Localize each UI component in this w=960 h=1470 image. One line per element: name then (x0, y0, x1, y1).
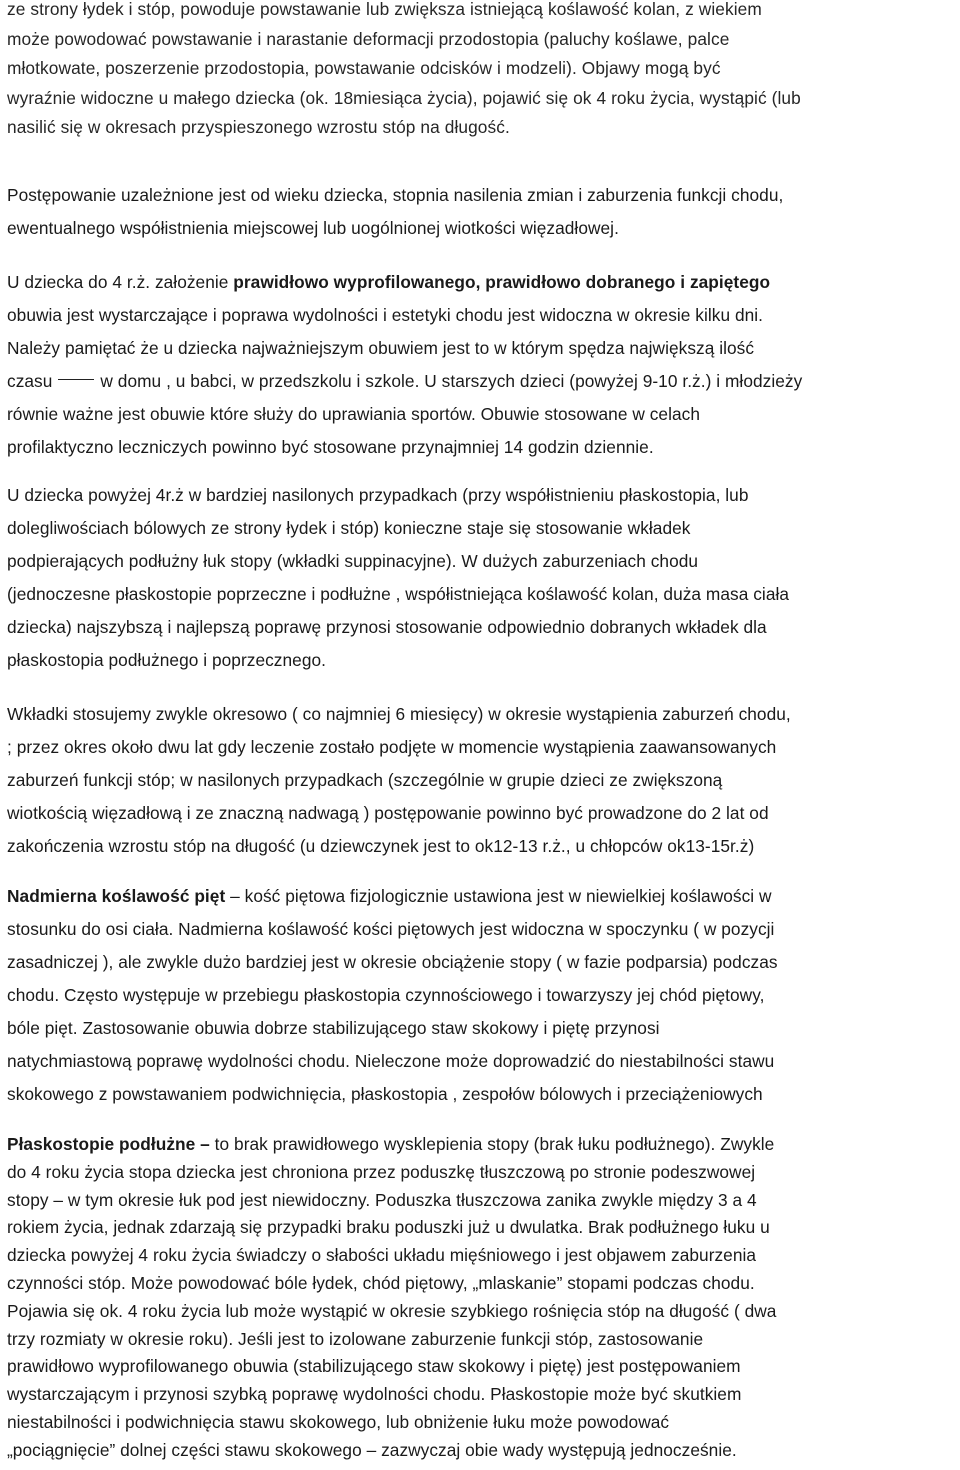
paragraph-flat-foot (7, 1131, 957, 1465)
text-line: nasilić się w okresach przyspieszonego wzrostu stóp na długość. (7, 117, 510, 138)
text-line: rokiem życia, jednak zdarzają się przypadki braku poduszki już u dwulatka. Brak podłużnego łuku u (7, 1217, 770, 1238)
text-line: natychmiastową poprawę wydolności chodu. Nieleczone może doprowadzić do niestabilności stawu (7, 1051, 775, 1071)
text-line: wiotkością więzadłową i ze znaczną nadwagą ) postępowanie powinno być prowadzone do 2 lat od (7, 803, 769, 823)
text-line: stopy – w tym okresie łuk pod jest niewidoczny. Poduszka tłuszczowa zanika zwykle między 3 a 4 (7, 1189, 757, 1210)
bold-heading: Płaskostopie podłużne – (7, 1134, 210, 1154)
text-line: chodu. Często występuje w przebiegu płaskostopia czynnościowego i towarzyszy jej chód piętowy, (7, 985, 765, 1005)
bold-heading: Nadmierna koślawość pięt (7, 886, 226, 906)
text-line: wystarczającym i przynosi szybką poprawę wydolności chodu. Płaskostopie może być skutkiem (7, 1384, 742, 1405)
text-line: U dziecka powyżej 4r.ż w bardziej nasilonych przypadkach (przy współistnieniu płaskostopia, lub (7, 485, 749, 505)
text-line: trzy rozmiaty w okresie roku). Jeśli jest to izolowane zaburzenie funkcji stóp, zastosowanie (7, 1328, 704, 1349)
text-line: dziecka) najszybszą i najlepszą poprawę przynosi stosowanie odpowiednio dobranych wkładek dla (7, 617, 767, 637)
paragraph-intro-continuation (7, 0, 957, 143)
text-line: stosunku do osi ciała. Nadmierna koślawość kości piętowych jest widoczna w spoczynku ( w pozycji (7, 919, 775, 939)
text-line: Należy pamiętać że u dziecka najważniejszym obuwiem jest to w którym spędza największą ilość (7, 338, 755, 358)
text-run: w domu , u babci, w przedszkolu i szkole. U starszych dzieci (powyżej 9-10 r.ż.) i młodzieży (100, 371, 803, 391)
text-line: prawidłowo wyprofilowanego obuwia (stabilizującego staw skokowy i piętę) jest postępowaniem (7, 1356, 741, 1377)
text-line: zakończenia wzrostu stóp na długość (u dziewczynek jest to ok12-13 r.ż., u chłopców ok13-15r.ż) (7, 836, 755, 856)
paragraph-under-four (7, 266, 957, 464)
text-run: czasu (7, 371, 53, 391)
dash-line (58, 379, 94, 380)
text-line: równie ważne jest obuwie które służy do uprawiania sportów. Obuwie stosowane w celach (7, 404, 700, 424)
text-line: ewentualnego współistnienia miejscowej lub uogólnionej wiotkości więzadłowej. (7, 218, 619, 238)
text-line: podpierających podłużny łuk stopy (wkładki suppinacyjne). W dużych zaburzeniach chodu (7, 551, 699, 571)
paragraph-insoles (7, 698, 957, 863)
bold-phrase: prawidłowo wyprofilowanego, prawidłowo dobranego i zapiętego (233, 272, 771, 292)
text-line: (jednoczesne płaskostopie poprzeczne i podłużne , współistniejąca koślawość kolan, duża masa ciała (7, 584, 790, 604)
text-line: Postępowanie uzależnione jest od wieku dziecka, stopnia nasilenia zmian i zaburzenia funkcji chodu, (7, 185, 784, 205)
text-line: do 4 roku życia stopa dziecka jest chroniona przez poduszkę tłuszczową po stronie podeszwowej (7, 1161, 756, 1182)
paragraph-over-four (7, 479, 957, 677)
text-line: skokowego z powstawaniem podwichnięcia, płaskostopia , zespołów bólowych i przeciążeniowych (7, 1084, 763, 1104)
text-line (7, 266, 957, 299)
text-line: bóle pięt. Zastosowanie obuwia dobrze stabilizującego staw skokowy i piętę przynosi (7, 1018, 660, 1038)
text-run: U dziecka do 4 r.ż. założenie (7, 272, 234, 292)
text-line: ze strony łydek i stóp, powoduje powstawanie lub zwiększa istniejącą koślawość kolan, z wiekiem (7, 0, 762, 19)
text-line: Wkładki stosujemy zwykle okresowo ( co najmniej 6 miesięcy) w okresie wystąpienia zaburzeń chodu, (7, 704, 791, 724)
text-line (7, 365, 957, 398)
text-run: – kość piętowa fizjologicznie ustawiona jest w niewielkiej koślawości w (225, 886, 772, 906)
paragraph-heel-valgus (7, 880, 957, 1111)
paragraph-treatment-age (7, 179, 957, 245)
text-line (7, 1131, 957, 1159)
text-line: zaburzeń funkcji stóp; w nasilonych przypadkach (szczególnie w grupie dzieci ze zwiększoną (7, 770, 723, 790)
text-line: dolegliwościach bólowych ze strony łydek i stóp) konieczne staje się stosowanie wkładek (7, 518, 691, 538)
text-line: obuwia jest wystarczające i poprawa wydolności i estetyki chodu jest widoczna w okresie kilku dni. (7, 305, 764, 325)
text-line: ; przez okres około dwu lat gdy leczenie zostało podjęte w momencie wystąpienia zaawansowanych (7, 737, 777, 757)
text-line: młotkowate, poszerzenie przodostopia, powstawanie odcisków i modzeli). Objawy mogą być (7, 58, 721, 79)
text-line: wyraźnie widoczne u małego dziecka (ok. 18miesiąca życia), pojawić się ok 4 roku życia, wystąpić (lub (7, 87, 801, 108)
text-line: płaskostopia podłużnego i poprzecznego. (7, 650, 326, 670)
text-line: dziecka powyżej 4 roku życia świadczy o słabości układu mięśniowego i jest objawem zaburzenia (7, 1245, 757, 1266)
text-line: Pojawia się ok. 4 roku życia lub może wystąpić w okresie szybkiego rośnięcia stóp na długość ( dwa (7, 1300, 777, 1321)
text-line: czynności stóp. Może powodować bóle łydek, chód piętowy, „mlaskanie” stopami podczas chodu. (7, 1272, 755, 1293)
text-line: niestabilności i podwichnięcia stawu skokowego, lub obniżenie łuku może powodować (7, 1411, 670, 1432)
text-line: może powodować powstawanie i narastanie deformacji przodostopia (paluchy koślawe, palce (7, 28, 730, 49)
text-line (7, 880, 957, 913)
text-line: „pociągnięcie” dolnej części stawu skokowego – zazwyczaj obie wady występują jednocześnie. (7, 1439, 737, 1460)
text-line: profilaktyczno leczniczych powinno być stosowane przynajmniej 14 godzin dziennie. (7, 437, 654, 457)
text-run: to brak prawidłowego wysklepienia stopy (brak łuku podłużnego). Zwykle (209, 1134, 775, 1154)
text-line: zasadniczej ), ale zwykle dużo bardziej jest w okresie obciążenie stopy ( w fazie podparsia) podczas (7, 952, 778, 972)
